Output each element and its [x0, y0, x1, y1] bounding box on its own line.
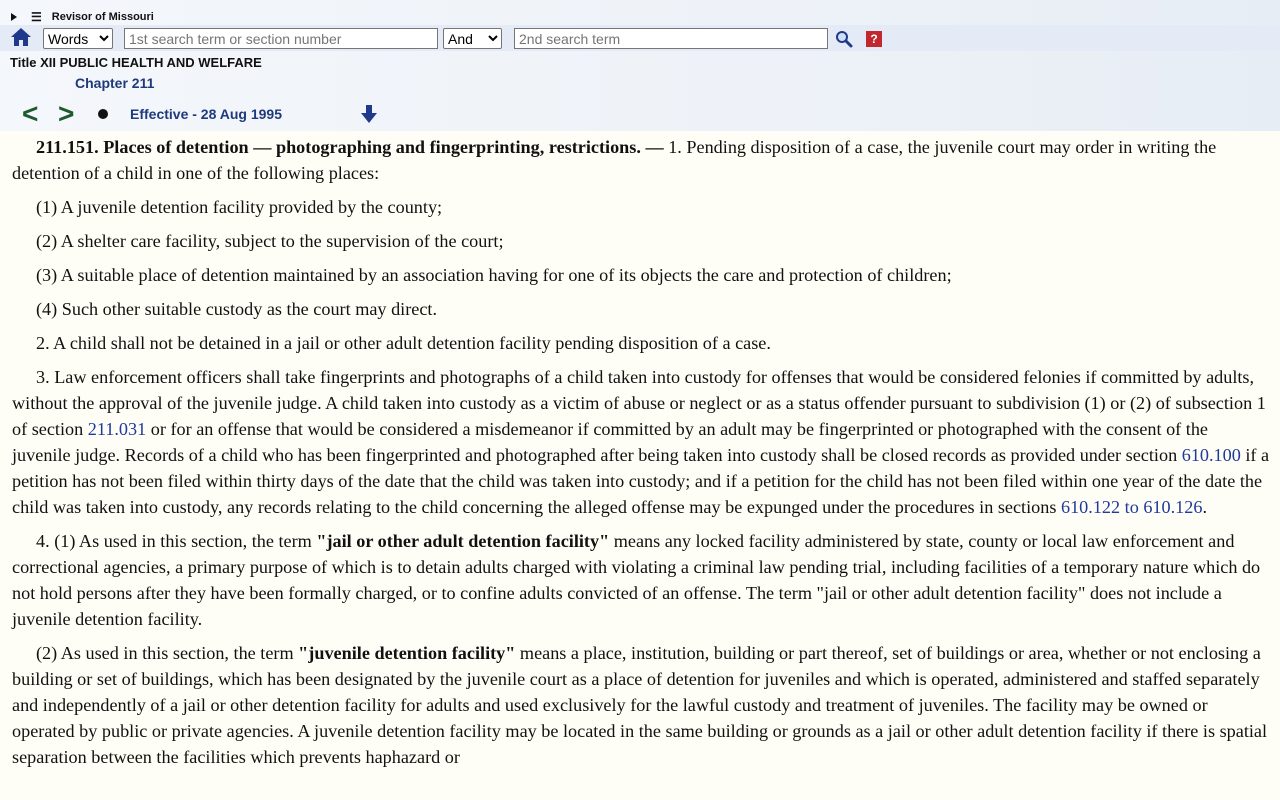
- paragraph-text: 4. (1) As used in this section, the term: [36, 531, 317, 551]
- section-heading: 211.151. Places of detention — photographing and fingerprinting, restrictions. —: [36, 137, 664, 157]
- next-section-button[interactable]: >: [58, 98, 75, 129]
- page-header: [0, 0, 1280, 131]
- list-item: (4) Such other suitable custody as the court may direct.: [36, 299, 438, 319]
- first-search-input[interactable]: [124, 28, 438, 49]
- menu-icon[interactable]: ☰: [31, 10, 42, 24]
- section-link-610-122[interactable]: 610.122 to 610.126: [1060, 497, 1203, 517]
- chapter-link[interactable]: Chapter 211: [75, 75, 155, 91]
- paragraph-text: or for an offense that would be considered a misdemeanor if committed by an adult may be fingerprinted or photographed with the consent of the juvenile judge. Records of a child who has been fingerprinted and photographed after being taken into custody shall be closed records as provided under section: [12, 419, 1209, 465]
- top-bar: [8, 9, 154, 25]
- paragraph-text: means a place, institution, building or part thereof, set of buildings or area, whether or not enclosing a building or set of buildings, which has been designated by the juvenile court as a place of detention for juveniles and which is operated, administered and staffed separately and independently of a jail or other detention facility for adults and used exclusively for the lawful custody and treatment of juveniles. The facility may be owned or operated by public or private agencies. A juvenile detention facility may be located in the same building or grounds as a jail or other adult detention facility if there is spatial separation between the facilities which prevents haphazard or: [12, 643, 1268, 767]
- expand-triangle-icon[interactable]: [11, 13, 17, 21]
- statute-paragraph: [12, 528, 1270, 632]
- previous-section-button[interactable]: <: [22, 98, 39, 129]
- defined-term: "juvenile detention facility": [298, 643, 516, 663]
- statute-paragraph: [12, 364, 1270, 520]
- section-nav: [22, 98, 378, 129]
- paragraph-text: if a petition has not been filed within thirty days of the date that the child was taken into custody; and if a petition for the child has not been filed within one year of the date the child was taken into custody, any records relating to the child concerning the alleged offense may be expunged under the procedures in sections: [12, 445, 1270, 517]
- paragraph-text: 3. Law enforcement officers shall take fingerprints and photographs of a child taken into custody for offenses that would be considered felonies if committed by adults, without the approval of the juvenile judge. A child taken into custody as a victim of abuse or neglect or as a status offender pursuant to subdivision (1) or (2) of subsection 1 of section: [12, 367, 1266, 439]
- arrow-down-icon[interactable]: [360, 104, 378, 124]
- defined-term: "jail or other adult detention facility": [316, 531, 610, 551]
- statute-paragraph: [12, 640, 1270, 770]
- list-item: (3) A suitable place of detention maintained by an association having for one of its objects the care and protection of children;: [36, 265, 952, 285]
- list-item: (2) A shelter care facility, subject to the supervision of the court;: [36, 231, 504, 251]
- paragraph-text: means any locked facility administered by state, county or local law enforcement and correctional agencies, a primary purpose of which is to detain adults charged with violating a criminal law pending trial, including facilities of a temporary nature which do not hold persons after they have been formally charged, or to confine adults convicted of an offense. The term "jail or other adult detention facility" does not include a juvenile detention facility.: [12, 531, 1261, 629]
- search-mode-select[interactable]: [43, 28, 113, 49]
- bullet-icon[interactable]: [98, 109, 108, 119]
- title-line[interactable]: Title XII PUBLIC HEALTH AND WELFARE: [10, 55, 262, 70]
- search-icon[interactable]: [835, 30, 853, 48]
- paragraph-text: .: [1202, 497, 1207, 517]
- statute-paragraph: [12, 134, 1270, 186]
- section-link-610-100[interactable]: 610.100: [1181, 445, 1241, 465]
- list-item: (1) A juvenile detention facility provided by the county;: [36, 197, 443, 217]
- search-bar: [0, 25, 1280, 51]
- help-icon[interactable]: ?: [866, 31, 882, 47]
- search-operator-select[interactable]: [443, 28, 502, 49]
- statute-paragraph: 2. A child shall not be detained in a jail or other adult detention facility pending disposition of a case.: [36, 333, 771, 353]
- effective-date[interactable]: Effective - 28 Aug 1995: [130, 106, 282, 122]
- site-title[interactable]: Revisor of Missouri: [51, 11, 154, 23]
- paragraph-text: (2) As used in this section, the term: [36, 643, 299, 663]
- home-icon[interactable]: [10, 26, 32, 48]
- second-search-input[interactable]: [514, 28, 828, 49]
- section-link-211-031[interactable]: 211.031: [87, 419, 147, 439]
- paragraph-text: 1. Pending disposition of a case, the juvenile court may order in writing the detention of a child in one of the following places:: [12, 137, 1217, 183]
- statute-text: [12, 134, 1270, 778]
